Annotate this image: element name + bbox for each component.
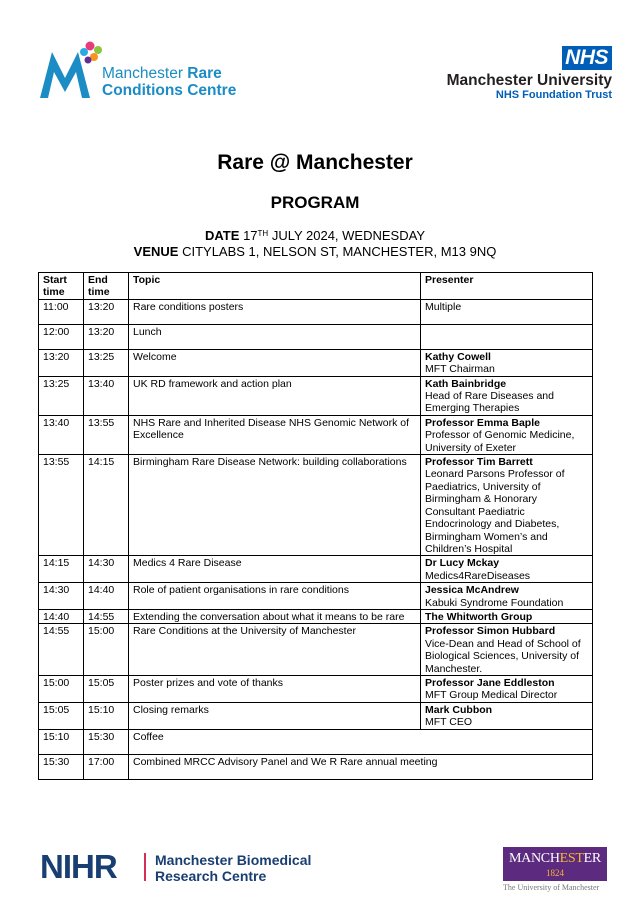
- topic-cell: Combined MRCC Advisory Panel and We R Rare annual meeting: [129, 754, 593, 779]
- mrcc-m-icon: [38, 38, 106, 100]
- topic-cell: Welcome: [129, 349, 421, 376]
- end-time-cell: 14:40: [84, 583, 129, 610]
- table-row: [39, 556, 593, 583]
- end-time-cell: 13:20: [84, 299, 129, 324]
- table-row: [39, 583, 593, 610]
- topic-cell: Coffee: [129, 729, 593, 754]
- date-suffix: TH: [257, 229, 269, 238]
- presenter-name: Mark Cubbon: [425, 703, 493, 716]
- presenter-cell: [421, 675, 593, 702]
- start-time-cell: 14:15: [39, 556, 84, 583]
- presenter-role: Multiple: [425, 300, 462, 313]
- mrcc-line1: Manchester: [102, 65, 188, 82]
- end-time-cell: 17:00: [84, 754, 129, 779]
- table-header-row: [39, 273, 593, 300]
- event-title: Rare @ Manchester: [217, 151, 413, 174]
- start-time-cell: 13:55: [39, 455, 84, 556]
- topic-cell: Role of patient organisations in rare conditions: [129, 583, 421, 610]
- nhs-org-name: Manchester University: [446, 72, 612, 89]
- presenter-name: Kathy Cowell: [425, 350, 491, 363]
- mrcc-logo: [38, 38, 258, 102]
- start-time-cell: 15:05: [39, 702, 84, 729]
- presenter-role: MFT Chairman: [425, 363, 495, 376]
- program-heading: PROGRAM: [270, 193, 360, 212]
- presenter-role: Leonard Parsons Professor of Paediatrics, University of Birmingham & Honorary Consultant Paediatric Endocrinology and Diabetes, Birmingham Women’s and Children’s Hospital: [425, 468, 565, 555]
- venue-line: [0, 244, 630, 260]
- start-time-cell: 15:10: [39, 729, 84, 754]
- start-time-cell: 14:55: [39, 624, 84, 676]
- presenter-role: Professor of Genomic Medicine, University of Exeter: [425, 429, 575, 454]
- start-time-cell: 15:30: [39, 754, 84, 779]
- topic-cell: Poster prizes and vote of thanks: [129, 675, 421, 702]
- presenter-cell: [421, 583, 593, 610]
- start-time-cell: 13:20: [39, 349, 84, 376]
- end-time-cell: 15:10: [84, 702, 129, 729]
- presenter-cell: [421, 556, 593, 583]
- nhs-trust-name: NHS Foundation Trust: [495, 89, 612, 101]
- presenter-name: Dr Lucy Mckay: [425, 557, 500, 570]
- table-row: [39, 299, 593, 324]
- topic-cell: Rare Conditions at the University of Manchester: [129, 624, 421, 676]
- presenter-cell: [421, 415, 593, 454]
- programme-table: [38, 272, 593, 780]
- topic-cell: Extending the conversation about what it means to be rare: [129, 609, 421, 623]
- start-time-cell: 12:00: [39, 324, 84, 349]
- presenter-cell: [421, 349, 593, 376]
- topic-cell: Medics 4 Rare Disease: [129, 556, 421, 583]
- presenter-cell: [421, 376, 593, 415]
- table-row: [39, 609, 593, 623]
- presenter-role: Kabuki Syndrome Foundation: [425, 596, 564, 609]
- presenter-cell: [421, 624, 593, 676]
- mrcc-line1-bold: Rare: [187, 65, 222, 82]
- presenter-cell: [421, 455, 593, 556]
- presenter-cell: [421, 609, 593, 623]
- venue-label: VENUE: [133, 244, 179, 259]
- table-row: [39, 349, 593, 376]
- start-time-cell: 14:30: [39, 583, 84, 610]
- end-time-cell: 14:30: [84, 556, 129, 583]
- topic-cell: NHS Rare and Inherited Disease NHS Genomic Network of Excellence: [129, 415, 421, 454]
- nihr-line2: Research Centre: [155, 868, 267, 884]
- end-time-cell: 14:55: [84, 609, 129, 623]
- table-row: [39, 624, 593, 676]
- uom-year: 1824: [546, 868, 564, 878]
- uom-name: [503, 847, 607, 868]
- table-row: [39, 324, 593, 349]
- date-line: [0, 228, 630, 244]
- end-time-cell: 13:25: [84, 349, 129, 376]
- uom-crest-box: [503, 847, 607, 881]
- date-label: DATE: [205, 228, 240, 243]
- end-time-cell: 13:55: [84, 415, 129, 454]
- table-row: [39, 729, 593, 754]
- end-time-cell: 15:00: [84, 624, 129, 676]
- table-row: [39, 702, 593, 729]
- start-time-cell: 11:00: [39, 299, 84, 324]
- start-time-cell: 14:40: [39, 609, 84, 623]
- venue-value: CITYLABS 1, NELSON ST, MANCHESTER, M13 9NQ: [178, 244, 497, 259]
- presenter-role: MFT CEO: [425, 716, 473, 729]
- presenter-name: Professor Tim Barrett: [425, 456, 533, 469]
- topic-cell: UK RD framework and action plan: [129, 376, 421, 415]
- header-presenter: Presenter: [421, 273, 593, 300]
- end-time-cell: 15:05: [84, 675, 129, 702]
- university-of-manchester-logo: [503, 847, 607, 892]
- end-time-cell: 14:15: [84, 455, 129, 556]
- start-time-cell: 13:25: [39, 376, 84, 415]
- programme-body: [39, 299, 593, 779]
- table-row: [39, 376, 593, 415]
- header-end-time: End time: [84, 273, 129, 300]
- end-time-cell: 13:20: [84, 324, 129, 349]
- presenter-name: Professor Jane Eddleston: [425, 676, 555, 689]
- presenter-role: Vice-Dean and Head of School of Biological Sciences, University of Manchester.: [425, 637, 581, 675]
- nihr-wordmark: NIHR: [40, 848, 117, 885]
- presenter-cell: [421, 299, 593, 324]
- uom-name-b: EST: [559, 851, 584, 866]
- uom-name-a: MANCH: [509, 851, 560, 866]
- end-time-cell: 13:40: [84, 376, 129, 415]
- presenter-role: Head of Rare Diseases and Emerging Therapies: [425, 390, 554, 415]
- presenter-role: MFT Group Medical Director: [425, 689, 558, 702]
- mrcc-wordmark: [102, 65, 236, 99]
- nhs-badge: NHS: [562, 46, 612, 70]
- topic-cell: Birmingham Rare Disease Network: building collaborations: [129, 455, 421, 556]
- presenter-name: Kath Bainbridge: [425, 377, 507, 390]
- table-row: [39, 754, 593, 779]
- nihr-divider: [144, 853, 146, 881]
- topic-cell: Lunch: [129, 324, 421, 349]
- presenter-role: Medics4RareDiseases: [425, 569, 531, 582]
- table-row: [39, 415, 593, 454]
- presenter-name: Jessica McAndrew: [425, 584, 519, 597]
- nihr-line1: Manchester Biomedical: [155, 852, 312, 868]
- end-time-cell: 15:30: [84, 729, 129, 754]
- nihr-brc-logo: [40, 847, 330, 887]
- table-row: [39, 455, 593, 556]
- nhs-logo: [422, 46, 612, 102]
- start-time-cell: 13:40: [39, 415, 84, 454]
- uom-caption: The University of Manchester: [503, 883, 600, 892]
- header-topic: Topic: [129, 273, 421, 300]
- header-start-time: Start time: [39, 273, 84, 300]
- date-day: 17: [243, 228, 258, 243]
- table-row: [39, 675, 593, 702]
- start-time-cell: 15:00: [39, 675, 84, 702]
- mrcc-line2: Conditions Centre: [102, 82, 237, 99]
- date-rest: JULY 2024, WEDNESDAY: [268, 228, 425, 243]
- presenter-name: Professor Emma Baple: [425, 416, 540, 429]
- presenter-cell: [421, 324, 593, 349]
- presenter-cell: [421, 702, 593, 729]
- uom-name-c: ER: [583, 851, 601, 866]
- topic-cell: Rare conditions posters: [129, 299, 421, 324]
- nihr-subtitle: [155, 852, 311, 884]
- presenter-name: The Whitworth Group: [425, 610, 533, 623]
- presenter-name: Professor Simon Hubbard: [425, 625, 556, 638]
- topic-cell: Closing remarks: [129, 702, 421, 729]
